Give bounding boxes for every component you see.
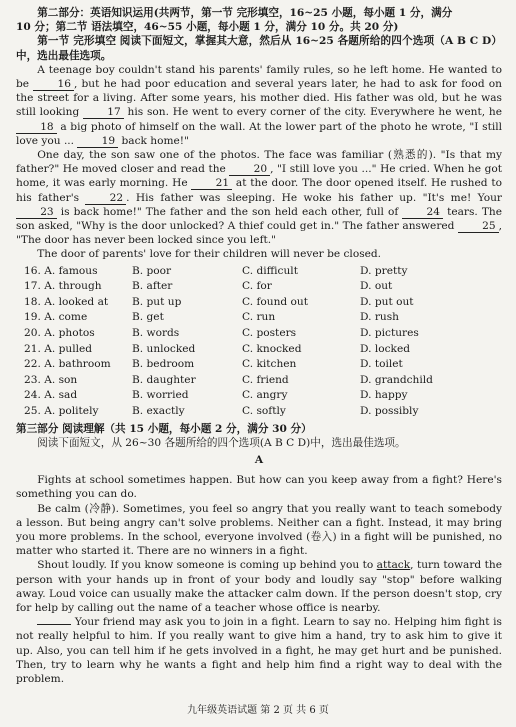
option-c: C. knocked: [242, 342, 302, 355]
cloze-text: . His father was sleeping. He woke his father up. "It's me! Your: [126, 191, 502, 204]
section1-label: 第一节 完形填空: [37, 35, 117, 48]
cloze-text: A teenage boy couldn't stand his parents' family rules, so he left home. He wanted to be: [16, 63, 502, 91]
option-a: 18. A. looked at: [24, 295, 109, 308]
option-a: 16. A. famous: [24, 264, 98, 277]
part2-heading-line2: 10 分；第二节 语法填空，46~55 小题，每小题 1 分，满分 10 分。共 20 分): [16, 21, 399, 34]
option-row-18: [24, 295, 502, 311]
option-row-20: [24, 326, 502, 342]
cloze-text: , "I still love you ..." He cried. When he got home, it was early morning. He: [16, 163, 503, 190]
blank-18: 18: [16, 122, 57, 134]
cloze-text: tears. The son asked, "Why is the door unlocked? A thief could get in." The father answered: [16, 205, 502, 233]
option-row-21: [24, 342, 502, 358]
option-a: 23. A. son: [24, 373, 78, 386]
option-c: C. for: [242, 280, 272, 293]
part3-heading: 第三部分 阅读理解（共 15 小题，每小题 2 分，满分 30 分）: [16, 422, 312, 435]
reading-paragraph-1: Fights at school sometimes happen. But how can you keep away from a fight? Here's something you can do.: [16, 474, 502, 501]
option-a: 20. A. photos: [24, 327, 95, 340]
answer-blank: [37, 624, 71, 625]
option-d: D. out: [360, 280, 393, 293]
blank-22: 22: [85, 193, 126, 205]
option-d: D. locked: [360, 342, 411, 355]
blank-21: 21: [191, 178, 232, 190]
option-a: 19. A. come: [24, 311, 88, 324]
reading-text: Your friend may ask you to join in a fight. Learn to say no. Helping him fight is not really helpful to him. If you really want to give him a hand, try to ask him to give it up. Also, you can tell him if he gets involved in a fight, he may get hurt and be punished. Then, try to learn why he wants a fight and help him find a right way to deal with the problem.: [16, 616, 502, 686]
option-b: B. get: [132, 311, 164, 324]
blank-25: 25: [458, 221, 499, 233]
cloze-paragraph-1: [16, 63, 502, 148]
underlined-word-attack: attack: [376, 559, 411, 572]
option-b: B. bedroom: [132, 358, 195, 371]
passage-title: A: [254, 454, 264, 466]
blank-17: 17: [83, 107, 124, 119]
section1-instr: 阅读下面短文，掌握其大意，然后从 16~25 各题所给的四个选项（A B C D）中，选出最佳选项。: [16, 35, 502, 62]
reading-paragraph-2: Be calm (冷静). Sometimes, you feel so angry that you really want to teach somebody a lesson. But being angry can't solve problems. Neither can a fight. Instead, it may bring you more problems. In the school, everyone involved (卷入) in a fight will be punished, no matter who started it. There are no winners in a fight.: [16, 502, 502, 558]
part2-heading-cont: [16, 20, 502, 34]
blank-19: 19: [77, 136, 118, 148]
option-c: C. run: [242, 311, 276, 324]
reading-paragraph-3: [16, 558, 502, 615]
page-footer: 九年级英语试题 第 2 页 共 6 页: [187, 705, 329, 716]
option-d: D. grandchild: [360, 373, 433, 386]
section1-instructions: [16, 34, 502, 62]
cloze-text: One day, the son saw one of the photos. The face was familiar (熟悉的). "Is that my father?" He moved closer and read the: [16, 149, 502, 176]
cloze-text: , "The door has never been locked since you left.": [16, 220, 502, 247]
option-d: D. toilet: [360, 358, 403, 371]
option-row-23: [24, 373, 502, 389]
option-row-17: [24, 279, 502, 295]
option-a: 25. A. politely: [24, 405, 99, 417]
reading-text: Shout loudly. If you know someone is coming up behind you to: [37, 559, 374, 572]
cloze-text: back home!": [121, 134, 189, 147]
option-b: B. after: [132, 280, 173, 293]
cloze-text: is back home!" The father and the son held each other, full of: [60, 205, 399, 218]
option-row-25: [24, 404, 502, 420]
blank-20: 20: [229, 164, 270, 176]
option-b: B. daughter: [132, 373, 196, 386]
option-b: B. poor: [132, 264, 172, 277]
option-a: 21. A. pulled: [24, 342, 93, 355]
option-d: D. put out: [360, 295, 414, 308]
cloze-text: at the door. The door opened itself. He rushed to his father's: [16, 177, 502, 204]
blank-24: 24: [402, 207, 443, 219]
option-a: 24. A. sad: [24, 389, 78, 402]
options-table: [24, 264, 502, 420]
option-row-22: [24, 357, 502, 373]
cloze-paragraph-3: The door of parents' love for their children will never be closed.: [37, 248, 382, 261]
blank-16: 16: [33, 79, 74, 91]
option-row-24: [24, 388, 502, 404]
option-row-19: [24, 310, 502, 326]
part2-heading-line1: 第二部分：英语知识运用(共两节，第一节 完形填空，16~25 小题，每小题 1 分，满分: [37, 7, 453, 19]
option-b: B. exactly: [132, 405, 185, 417]
option-c: C. posters: [242, 327, 297, 340]
reading-paragraph-4: [16, 615, 502, 686]
reading-text: , turn toward the person with your hands up in front of your body and loudly say "stop" before walking away. Loud voice can usually make the attacker calm down. If the person doesn't stop, cry for help by calling out the name of a teacher whose office is nearby.: [16, 559, 502, 615]
option-c: C. softly: [242, 405, 286, 417]
cloze-text: , but he had poor education and several years later, he had to ask for food on the street for a living. After some years, his mother died. His father was old, but he was still looking: [16, 78, 502, 119]
option-d: D. possibly: [360, 405, 419, 417]
option-c: C. kitchen: [242, 358, 297, 371]
option-d: D. pretty: [360, 264, 408, 277]
option-c: C. angry: [242, 389, 288, 402]
option-a: 17. A. through: [24, 280, 102, 293]
option-d: D. happy: [360, 389, 408, 402]
part2-heading: [16, 6, 502, 20]
cloze-text: his son. He went to every corner of the city. Everywhere he went, he: [127, 106, 502, 119]
option-c: C. friend: [242, 373, 289, 386]
option-c: C. difficult: [242, 264, 298, 277]
option-b: B. put up: [132, 295, 182, 308]
blank-23: 23: [16, 207, 57, 219]
option-b: B. worried: [132, 389, 189, 402]
option-row-16: [24, 264, 502, 280]
option-b: B. words: [132, 327, 180, 340]
page-content: [16, 6, 502, 686]
option-b: B. unlocked: [132, 342, 196, 355]
option-d: D. rush: [360, 311, 399, 324]
option-d: D. pictures: [360, 327, 419, 340]
cloze-text: a big photo of himself on the wall. At the lower part of the photo he wrote, "I still love you ...: [16, 120, 502, 147]
cloze-paragraph-2: [16, 148, 502, 247]
option-a: 22. A. bathroom: [24, 358, 111, 371]
part3-instructions: 阅读下面短文，从 26~30 各题所给的四个选项(A B C D)中，选出最佳选项。: [37, 436, 406, 449]
option-c: C. found out: [242, 295, 309, 308]
